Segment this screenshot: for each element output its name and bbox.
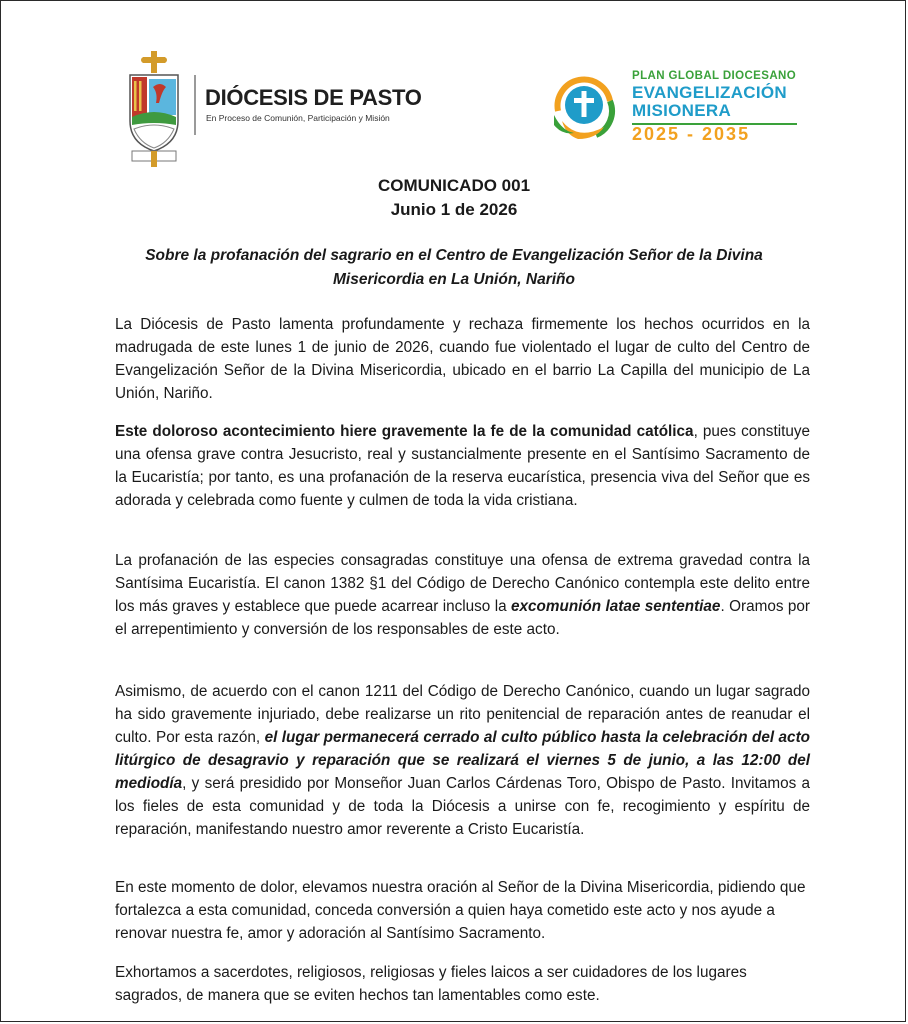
paragraph-5: En este momento de dolor, elevamos nuestra oración al Señor de la Divina Misericordia, pidiendo que fortalezca a esta comunidad, conceda conversión a quien haya cometido este acto y nos ayude a renovar nuestra fe, amor y adoración al Santísimo Sacramento. — [115, 879, 806, 942]
diocese-subtitle: En Proceso de Comunión, Participación y Misión — [206, 113, 390, 123]
paragraph-3 — [115, 549, 810, 641]
communique-date: Junio 1 de 2026 — [390, 200, 518, 219]
plan-line-1: PLAN GLOBAL DIOCESANO — [632, 70, 797, 82]
paragraph-3-text-a: La profanación de las especies consagradas constituye una ofensa de extrema gravedad contra la Santísima Eucaristía. El canon 1382 §1 del Código de Derecho Canónico contempla este delito entre los más graves y establece que puede acarrear incluso la — [115, 552, 810, 615]
paragraph-4-bold: el lugar permanecerá cerrado al culto público hasta la celebración del acto litúrgico de desagravio y reparación que se realizará el viernes 5 de junio, a las 12:00 del mediodía — [115, 729, 811, 792]
paragraph-1: La Diócesis de Pasto lamenta profundamente y rechaza firmemente los hechos ocurridos en la madrugada de este lunes 1 de junio de 2026, cuando fue violentado el lugar de culto del Centro de Evangelización Señor de la Divina Misericordia, ubicado en el barrio La Capilla del municipio de La Unión, Nariño. — [115, 316, 810, 402]
communique-number: COMUNICADO 001 — [377, 176, 531, 195]
paragraph-3-bold: excomunión latae sententiae — [511, 598, 721, 615]
paragraph-2-text: , pues constituye una ofensa grave contra Jesucristo, real y sustancialmente presente en el Santísimo Sacramento de la Eucaristía; por tanto, es una profanación de la reserva eucarística, presencia viva del Señor que es adorada y celebrada como fuente y culmen de toda la vida cristiana. — [115, 423, 811, 509]
communique-subject: Sobre la profanación del sagrario en el Centro de Evangelización Señor de la Divina Misericordia en La Unión, Nariño — [145, 247, 763, 288]
diocese-coat-of-arms-icon — [124, 51, 184, 167]
paragraph-4 — [115, 680, 810, 841]
paragraph-6: Exhortamos a sacerdotes, religiosos, religiosas y fieles laicos a ser cuidadores de los lugares sagrados, de manera que se eviten hechos tan lamentables como este. — [115, 964, 747, 1004]
paragraph-2 — [115, 420, 810, 512]
evangelization-plan-logo-icon — [548, 71, 620, 143]
paragraph-4-text-a: Asimismo, de acuerdo con el canon 1211 del Código de Derecho Canónico, cuando un lugar sagrado ha sido gravemente injuriado, debe realizarse un rito penitencial de reparación antes de reanudar el culto. Por esta razón, — [115, 683, 810, 746]
diocese-title: DIÓCESIS DE PASTO — [205, 85, 422, 110]
plan-line-3: MISIONERA — [632, 101, 732, 120]
letterhead — [0, 45, 908, 170]
header-divider — [194, 75, 196, 135]
paragraph-3-text-b: . Oramos por el arrepentimiento y conversión de los responsables de este acto. — [115, 598, 810, 638]
plan-years: 2025 - 2035 — [632, 124, 751, 144]
plan-line-2: EVANGELIZACIÓN — [632, 83, 788, 102]
paragraph-4-text-b: , y será presidido por Monseñor Juan Carlos Cárdenas Toro, Obispo de Pasto. Invitamos a los fieles de esta comunidad y de toda la Diócesis a unirse con fe, recogimiento y espíritu de reparación, manifestando nuestro amor reverente a Cristo Eucaristía. — [115, 775, 810, 838]
paragraph-2-bold: Este doloroso acontecimiento hiere gravemente la fe de la comunidad católica — [115, 423, 694, 440]
